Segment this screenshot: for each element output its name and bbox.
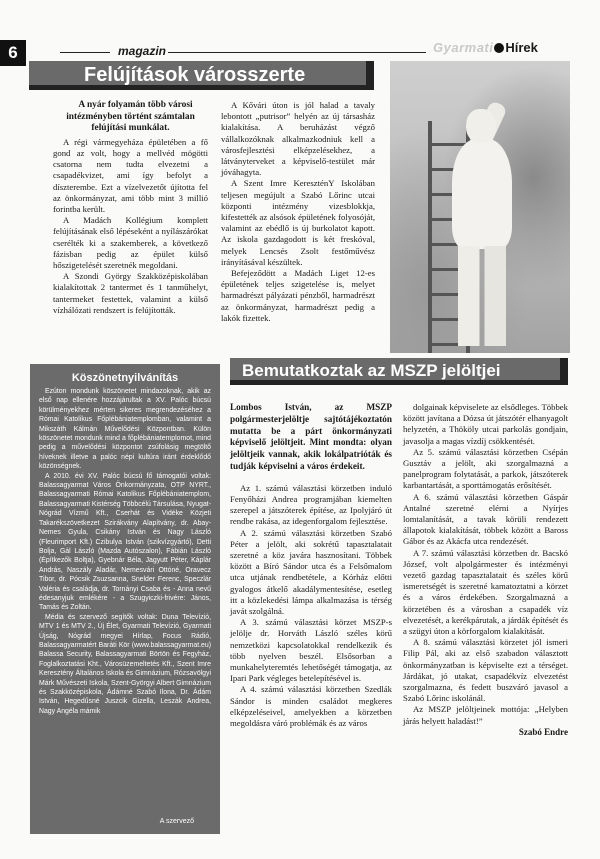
article2-column-2 (403, 402, 568, 738)
painter-on-ladder-photo (390, 61, 570, 353)
brand-dot-icon (494, 43, 504, 53)
article1-paragraph: A Kővári úton is jól halad a tavaly lebontott „putrisor” helyén az új társasház kialakítása. A beruházást végző vállalkozóknak alkalmazkodniuk kell a városfejlesztési elképzelésekhez, a látványterveket a képviselő-testület már jóváhagyta. (221, 100, 375, 178)
article2-paragraph: A 3. számú választási körzet MSZP-s jelölje dr. Horváth László széles körű nemzetközi kapcsolatokkal rendelkezik és több nyelven beszél. Elsősorban a munkahelyteremtés lehetőségét támogatja, az Ipari Park végleges betelepítésével is. (230, 617, 392, 684)
article1-paragraph: Befejeződött a Madách Liget 12-es épületének teljes szigetelése is, melyet harmadrészt pályázati pénzből, harmadrészt az önkormányzat, harmadrészt pedig a lakók fizettek. (221, 268, 375, 323)
brand-logo (433, 40, 538, 55)
thanks-body (30, 384, 220, 716)
article1-title: Felújítások városszerte (29, 61, 374, 90)
article2-paragraph: dolgainak képviselete az elsődleges. Többek között javítana a Dózsa út játszótér elhanyagolt helyzetén, a Thököly utcai parkolás gondjain, javasolja a magas vízdíj csökkentését. (403, 402, 568, 446)
article2-lead: Lombos István, az MSZP polgármesterjelöltje sajtótájékoztatón mutatta be a párt önkormányzati képviselő jelöltjeit. Mint mondta: olyan jelöltjeik vannak, akik lokálpatrióták és tudják képviselni a város érdekeit. (230, 402, 392, 471)
article2-column-1 (230, 402, 392, 729)
article2-paragraph: A 8. számú választási körzetet jól ismeri Filip Pál, aki az első szabadon választott önkormányzatban is képviselte ezt a térséget. Járdákat, jó utakat, csapadékvíz elvezetést szorgalmazna, és fedett buszváró javasol a Szabó Lőrinc iskolánál. (403, 637, 568, 704)
article2-author: Szabó Endre (518, 726, 568, 737)
article2-title: Bemutatkoztak az MSZP jelöltjei (230, 358, 568, 385)
article2-paragraph: A 6. számú választási körzetben Gáspár Antalné szeretné elérni a Nyírjes lomtalanítását, a tavak körüli rendezett állapotok kialakítását, többek között a Baross Gábor és az Akácfa utca rendezését. (403, 491, 568, 547)
article2-paragraph: Az 1. számú választási körzetben induló Fenyőházi Andrea programjában kiemelten szerepel a játszóterek építése, az Ipolyjáró út rendbe rakása, az idegenforgalom fejlesztése. (230, 482, 392, 527)
article2-paragraph: Az 5. számú választási körzetben Csépán Gusztáv a jelölt, aki szorgalmazná a panelprogram folytatását, a parkok, játszóterek karbantartását, a sporttámogatás erősítését. (403, 446, 568, 491)
article1-column-2 (221, 100, 375, 324)
thanks-paragraph: A 2010. évi XV. Palóc búcsú fő támogatói voltak: Balassagyarmat Város Önkormányzata, OTP NYRT., Balassagyarmati Római Katolikus Főplébániatemplom, Balassagyarmati Kistérség Többcélú Társulása, Nyugat-Nógrád Vízmű Kft., Cserhát és Vidéke Közjeti Takarékszövetkezet Szirákvány Alapítvány, dr. Abay-Nemes Gyula, Csikány István és Nagy László (Fleurimport Kft.) Czibulya István (szikvízgyártó), Detti Bolja, Gál László (Mazda Autószalon), Fábián László (Építkezők Boltja), Gyebnár Béla, Jagyutt Péter, Káplár András, Naszály Aladár, Nemesvári Ottóné, Oravecz Tibor, dr. Pócsik Zsuzsanna, Snelder Ferenc, Speczlár Valéria és családja, dr. Tornányi Csaba és - Anna nevű édesanyjuk emlékére - a Szugyiczki-frivére: János, Tamás és Zoltán. (39, 472, 211, 612)
section-label: magazin (118, 44, 167, 58)
brand-left: Gyarmati (433, 40, 494, 55)
article1-column-1 (53, 100, 208, 316)
thanks-paragraph: Média és szervező segítők voltak: Duna Televízió, MTV 1 és MTV 2., Új Élet, Gyarmati Televízió, Gyarmati Újság, Nógrád megyei Hírlap, Focus Rádió, Balassagyarmatért Baráti Kör (www.balassagyarmat.eu) Balassa Security, Balassagyarmati Börtön és Fegyház, Foglalkoztatási Kht., Városüzemeltetés Kft., Szent Imre Keresztény Általános Iskola és Gimnázium, Rózsavölgyi Márk Művészeti Iskola, Szent-Györgyi Albert Gimnázium és Szakközépiskola, Ádámné Szabó Ilona, Dr. Ádám István, Hegedűsné Juszcik Gizella, Leszák Andrea, Nagy Angéla mámik (39, 613, 211, 715)
brand-right: Hírek (505, 40, 538, 55)
header-rule-left (60, 52, 110, 53)
thanks-box (30, 364, 220, 834)
article1-paragraph: A Szondi György Szakközépiskolában kialakítottak 2 tantermet és 1 tanműhelyt, tantermeket festettek, valamint a külső vízhálózati rendszert is felújították. (53, 271, 208, 315)
article1-paragraph: A régi vármegyeháza épületében a fő gond az volt, hogy a mellvéd mögötti csatorna nem tudta elvezetni a csapadékvizet, ami így befolyt a díszterembe. Ezt a vízelvezetőt újította fel az önkormányzat, ami több mint 3 millió forintba került. (53, 136, 208, 214)
article1-lead: A nyár folyamán több városi intézményben történt számtalan felújítási munkálat. (66, 100, 195, 134)
thanks-paragraph: Ezúton mondunk köszönetet mindazoknak, akik az első nap ellenére hozzájárultak a XV. Palóc búcsú körülményekhez mérten sikeres megrendezéséhez a Római Katolikus Főplébániatemplomban, valamint a Mikszáth Kálmán Művelődési Központban. Külön köszönetet mondunk mind a főplébániatemplomot, mind pedig a művelődési központot zsúfolásig megtöltő híveknek illetve a palóc népi kultúra iránt érdeklődő közönségnek. (39, 388, 211, 471)
page-number: 6 (0, 40, 26, 66)
article2-paragraph: A 2. számú választási körzetben Szabó Péter a jelölt, aki sokrétű tapasztalatait szeretné a köz javára hasznosítani. Többek között a Bíró Sándor utca és a Felsőmalom utca utjának rendbetétele, a Kórház előtti gyalogos átkelő akadálymentesítése, esetleg itt a közlekedési lámpa alkalmazása is térség javát szolgálná. (230, 527, 392, 617)
article2-paragraph: A 4. számú választási körzetben Szedlák Sándor is minden családot megkeres elképzeléseivel, amelyekben a körzetben megoldásra váró problémák és az város (230, 684, 392, 729)
article2-paragraph: Az MSZP jelöltjeinek mottója: „Helyben járás helyett haladást!” (403, 704, 568, 726)
thanks-signature: A szervező (159, 818, 194, 825)
header-rule-middle (168, 52, 426, 53)
worker-shape (452, 139, 512, 249)
article2-paragraph: A 7. számú választási körzetben dr. Bacskó József, volt alpolgármester és intézményi vezető gazdag tapasztalatait és széles körű ismeretségét is szeretné kamatoztatni a körzet és a város érdekében. Szorgalmazná a körzetében és a városban a csapadék víz elvezetését, a kerékpárutak, a járdák építését és a szügyi úton a körforgalom kialakítását. (403, 547, 568, 637)
thanks-title: Köszönetnyilvánítás (71, 372, 179, 384)
article1-paragraph: A Szent Imre KereszténY Iskolában teljesen megújult a Szabó Lőrinc utcai központi intézmény vizesblokkja, kifestették az alsósok épületének folyosóját, valamint az ebédlő is új burkolatot kapott. Az iskola gazdagodott is két freskóval, melyek Lencsés Zsolt festőművész irányításával készültek. (221, 178, 375, 267)
article1-paragraph: A Madách Kollégium komplett felújításának első lépéseként a nyílászárókat cserélték ki a szakemberek, a következő fázisban pedig az épület külső hőszigetelését szeretnék megoldani. (53, 215, 208, 271)
